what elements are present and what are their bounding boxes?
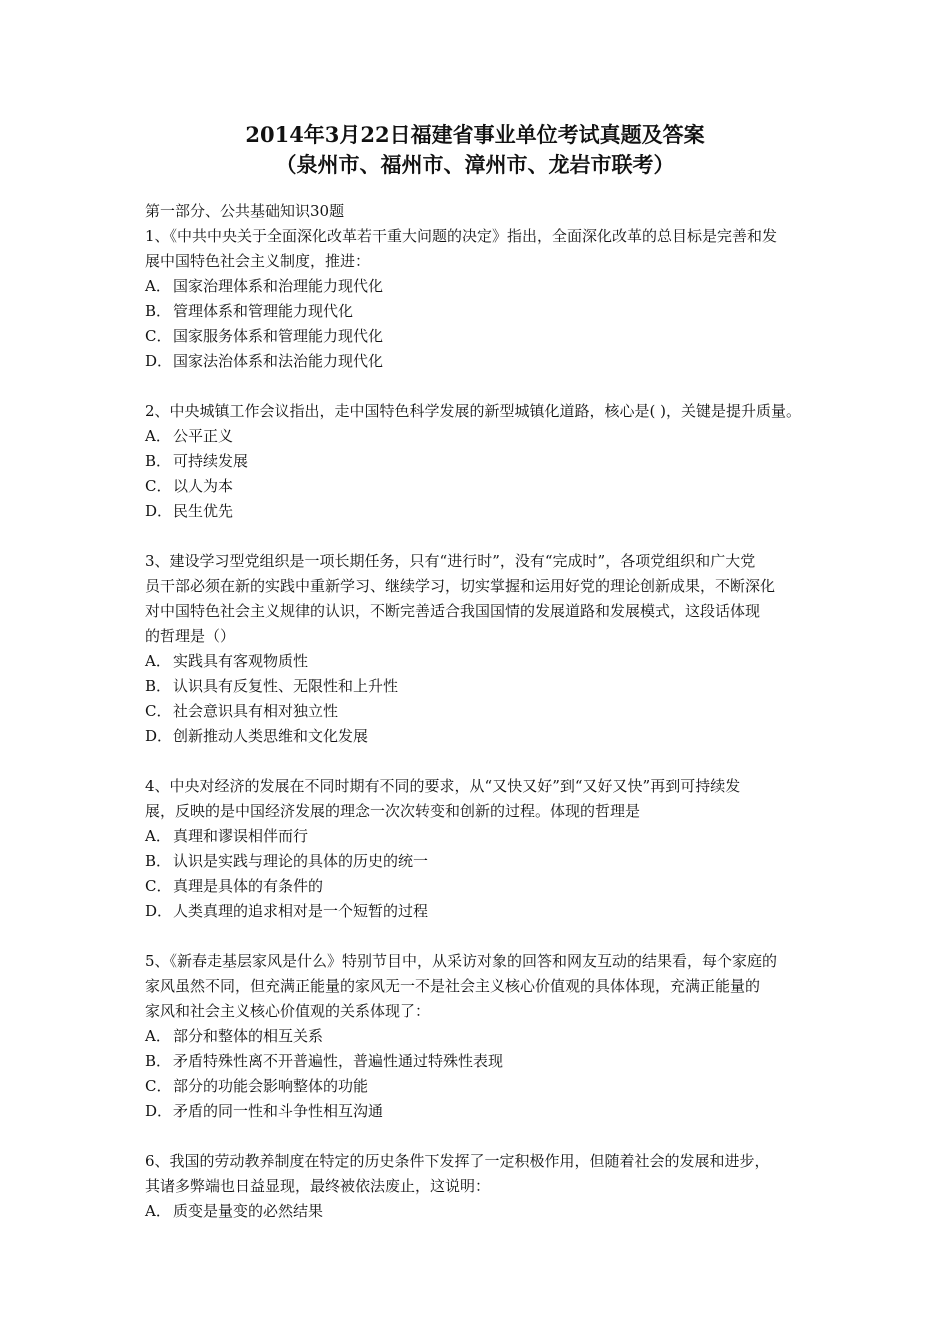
question-5	[145, 949, 845, 1124]
option-a	[145, 1024, 845, 1049]
option-c	[145, 1074, 845, 1099]
question-text-line: 1、《中共中央关于全面深化改革若干重大问题的决定》指出，全面深化改革的总目标是完善和发	[145, 227, 778, 245]
spacer	[145, 924, 845, 949]
option-text: 国家法治体系和法治能力现代化	[173, 352, 384, 370]
option-letter: A．	[145, 827, 171, 845]
option-d	[145, 499, 845, 524]
question-text-line: 员干部必须在新的实践中重新学习、继续学习，切实掌握和运用好党的理论创新成果，不断深化	[145, 577, 776, 595]
option-a	[145, 649, 845, 674]
option-a	[145, 424, 845, 449]
option-letter: A．	[145, 1202, 171, 1220]
document-body	[145, 199, 845, 1224]
option-d	[145, 899, 845, 924]
spacer	[145, 524, 845, 549]
option-text: 真理和谬误相伴而行	[173, 827, 309, 845]
option-b	[145, 674, 845, 699]
option-letter: D．	[145, 902, 173, 920]
option-c	[145, 874, 845, 899]
option-letter: A．	[145, 1027, 171, 1045]
option-c	[145, 699, 845, 724]
option-d	[145, 1099, 845, 1124]
option-letter: B．	[145, 1052, 172, 1070]
question-text-line: 展中国特色社会主义制度，推进：	[145, 252, 371, 270]
question-text-line: 对中国特色社会主义规律的认识，不断完善适合我国国情的发展道路和发展模式，这段话体现	[145, 602, 761, 620]
option-text: 管理体系和管理能力现代化	[173, 302, 354, 320]
option-a	[145, 274, 845, 299]
option-text: 公平正义	[173, 427, 234, 445]
question-6	[145, 1149, 845, 1224]
option-text: 部分的功能会影响整体的功能	[173, 1077, 369, 1095]
option-c	[145, 324, 845, 349]
option-letter: A．	[145, 652, 171, 670]
option-d	[145, 349, 845, 374]
option-letter: D．	[145, 502, 173, 520]
option-letter: C．	[145, 327, 172, 345]
option-letter: A．	[145, 427, 171, 445]
question-2	[145, 399, 845, 524]
spacer	[145, 374, 845, 399]
option-letter: C．	[145, 877, 172, 895]
question-3	[145, 549, 845, 749]
option-letter: B．	[145, 452, 172, 470]
option-letter: C．	[145, 477, 172, 495]
option-text: 认识具有反复性、无限性和上升性	[173, 677, 399, 695]
option-text: 实践具有客观物质性	[173, 652, 309, 670]
option-a	[145, 824, 845, 849]
option-text: 民生优先	[173, 502, 234, 520]
spacer	[145, 749, 845, 774]
question-text-line: 4、中央对经济的发展在不同时期有不同的要求，从“又快又好”到“又好又快”再到可持续发	[145, 777, 741, 795]
option-letter: C．	[145, 1077, 172, 1095]
option-b	[145, 1049, 845, 1074]
option-text: 矛盾特殊性离不开普遍性，普遍性通过特殊性表现	[173, 1052, 504, 1070]
question-1	[145, 224, 845, 374]
option-text: 人类真理的追求相对是一个短暂的过程	[173, 902, 429, 920]
option-text: 认识是实践与理论的具体的历史的统一	[173, 852, 429, 870]
option-text: 国家治理体系和治理能力现代化	[173, 277, 384, 295]
option-a	[145, 1199, 845, 1224]
option-text: 创新推动人类思维和文化发展	[173, 727, 369, 745]
question-4	[145, 774, 845, 924]
option-letter: B．	[145, 677, 172, 695]
option-text: 矛盾的同一性和斗争性相互沟通	[173, 1102, 384, 1120]
option-letter: D．	[145, 727, 173, 745]
question-text-line: 的哲理是（）	[145, 627, 236, 645]
question-text-line: 3、建设学习型党组织是一项长期任务，只有“进行时”，没有“完成时”，各项党组织和广大党	[145, 552, 756, 570]
option-letter: A．	[145, 277, 171, 295]
question-text-line: 家风和社会主义核心价值观的关系体现了：	[145, 1002, 431, 1020]
title-line-2: （泉州市、福州市、漳州市、龙岩市联考）	[275, 152, 675, 177]
option-letter: B．	[145, 852, 172, 870]
question-text-line: 展，反映的是中国经济发展的理念一次次转变和创新的过程。体现的哲理是	[145, 802, 641, 820]
option-b	[145, 299, 845, 324]
question-text-line: 2、中央城镇工作会议指出，走中国特色科学发展的新型城镇化道路，核心是( )，关键是提升质量。	[145, 402, 802, 420]
option-text: 社会意识具有相对独立性	[173, 702, 339, 720]
option-text: 可持续发展	[173, 452, 249, 470]
option-text: 质变是量变的必然结果	[173, 1202, 324, 1220]
option-letter: C．	[145, 702, 172, 720]
option-letter: B．	[145, 302, 172, 320]
question-text-line: 6、我国的劳动教养制度在特定的历史条件下发挥了一定积极作用，但随着社会的发展和进步，	[145, 1152, 770, 1170]
spacer	[145, 1124, 845, 1149]
question-text-line: 家风虽然不同，但充满正能量的家风无一不是社会主义核心价值观的具体体现，充满正能量的	[145, 977, 761, 995]
document-title	[0, 120, 950, 180]
title-line-1: 2014年3月22日福建省事业单位考试真题及答案	[245, 122, 705, 147]
question-text-line: 5、《新春走基层家风是什么》特别节目中，从采访对象的回答和网友互动的结果看，每个家庭的	[145, 952, 778, 970]
option-b	[145, 849, 845, 874]
option-text: 以人为本	[173, 477, 234, 495]
question-text-line: 其诸多弊端也日益显现，最终被依法废止，这说明：	[145, 1177, 491, 1195]
option-text: 国家服务体系和管理能力现代化	[173, 327, 384, 345]
option-text: 真理是具体的有条件的	[173, 877, 324, 895]
option-c	[145, 474, 845, 499]
option-letter: D．	[145, 1102, 173, 1120]
option-b	[145, 449, 845, 474]
section-heading: 第一部分、公共基础知识30题	[145, 202, 345, 220]
option-letter: D．	[145, 352, 173, 370]
option-text: 部分和整体的相互关系	[173, 1027, 324, 1045]
option-d	[145, 724, 845, 749]
